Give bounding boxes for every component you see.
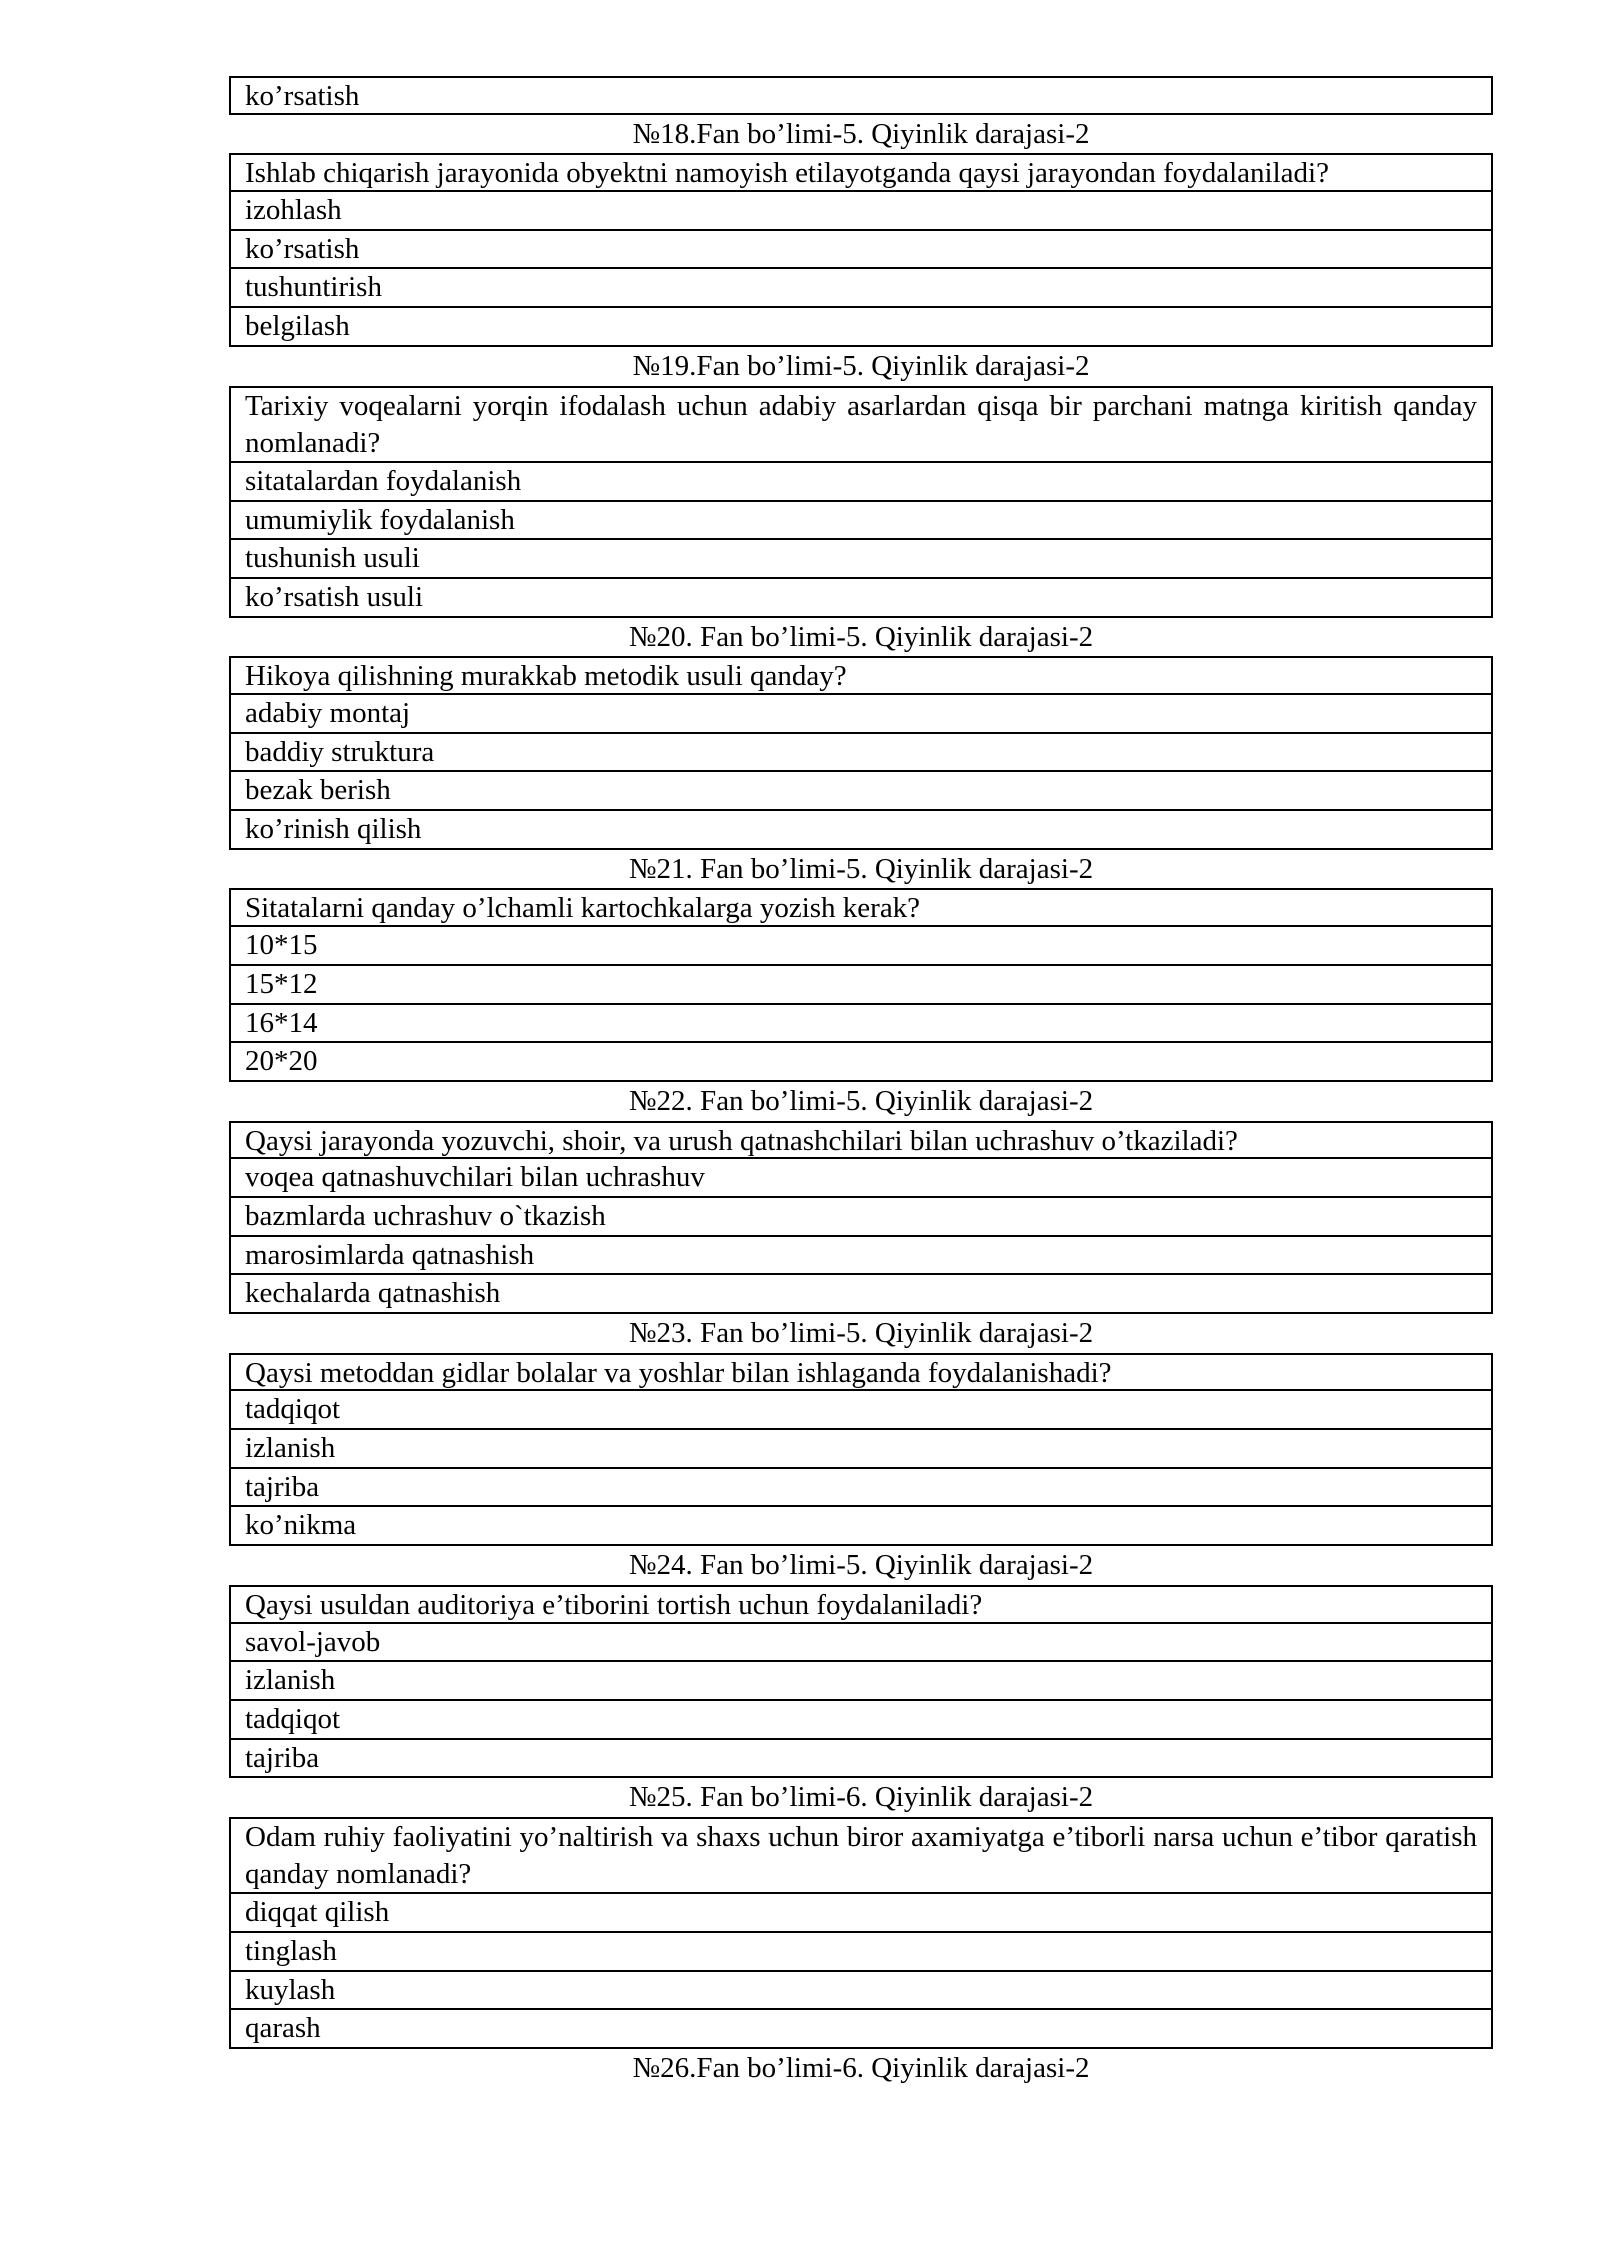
question-text: Sitatalarni qanday o’lchamli kartochkalarga yozish kerak? — [229, 888, 1493, 927]
question-block — [229, 618, 1493, 850]
answer-option: tushunish usuli — [229, 540, 1493, 579]
question-heading: №18.Fan bo’limi-5. Qiyinlik darajasi-2 — [632, 117, 1090, 150]
answer-option: tushuntirish — [229, 269, 1493, 308]
answer-option: qarash — [229, 2010, 1493, 2049]
answer-option: kechalarda qatnashish — [229, 1275, 1493, 1314]
answer-option: tajriba — [229, 1740, 1493, 1779]
question-heading-26: №26.Fan bo’limi-6. Qiyinlik darajasi-2 — [632, 2052, 1090, 2085]
answer-option: bazmlarda uchrashuv o`tkazish — [229, 1198, 1493, 1237]
answer-option: ko’rsatish — [229, 231, 1493, 270]
question-heading: №24. Fan bo’limi-5. Qiyinlik darajasi-2 — [628, 1549, 1094, 1582]
document-page — [229, 76, 1493, 2088]
answer-option: 16*14 — [229, 1005, 1493, 1044]
answer-option: tajriba — [229, 1469, 1493, 1508]
question-heading: №19.Fan bo’limi-5. Qiyinlik darajasi-2 — [632, 349, 1090, 382]
question-text: Qaysi jarayonda yozuvchi, shoir, va urush qatnashchilari bilan uchrashuv o’tkaziladi? — [229, 1121, 1493, 1160]
question-heading: №25. Fan bo’limi-6. Qiyinlik darajasi-2 — [628, 1781, 1094, 1814]
answer-option: belgilash — [229, 308, 1493, 347]
question-heading: №22. Fan bo’limi-5. Qiyinlik darajasi-2 — [628, 1084, 1094, 1117]
previous-answer-row: ko’rsatish — [229, 76, 1493, 115]
answer-option: baddiy struktura — [229, 734, 1493, 773]
answer-option: tadqiqot — [229, 1391, 1493, 1430]
answer-option: diqqat qilish — [229, 1894, 1493, 1933]
answer-option: 10*15 — [229, 927, 1493, 966]
question-text: Tarixiy voqealarni yorqin ifodalash uchun adabiy asarlardan qisqa bir parchani matnga kiritish qanday nomlanadi? — [229, 386, 1493, 463]
question-text: Ishlab chiqarish jarayonida obyektni namoyish etilayotganda qaysi jarayondan foydalaniladi? — [229, 153, 1493, 192]
answer-option: izlanish — [229, 1430, 1493, 1469]
question-text: Qaysi usuldan auditoriya e’tiborini tortish uchun foydalaniladi? — [229, 1585, 1493, 1624]
answer-option: ko’nikma — [229, 1507, 1493, 1546]
question-block — [229, 1082, 1493, 1314]
question-heading: №20. Fan bo’limi-5. Qiyinlik darajasi-2 — [628, 620, 1094, 653]
answer-option: 20*20 — [229, 1043, 1493, 1082]
question-block — [229, 1314, 1493, 1546]
question-heading: №23. Fan bo’limi-5. Qiyinlik darajasi-2 — [628, 1317, 1094, 1350]
question-block — [229, 115, 1493, 347]
question-text: Qaysi metoddan gidlar bolalar va yoshlar bilan ishlaganda foydalanishadi? — [229, 1353, 1493, 1392]
answer-option: tadqiqot — [229, 1701, 1493, 1740]
answer-option: savol-javob — [229, 1624, 1493, 1663]
answer-option: izlanish — [229, 1662, 1493, 1701]
question-block — [229, 1546, 1493, 1778]
answer-option: adabiy montaj — [229, 695, 1493, 734]
answer-option: 15*12 — [229, 966, 1493, 1005]
answer-option: umumiylik foydalanish — [229, 502, 1493, 541]
question-block — [229, 850, 1493, 1082]
answer-option: voqea qatnashuvchilari bilan uchrashuv — [229, 1159, 1493, 1198]
question-heading: №21. Fan bo’limi-5. Qiyinlik darajasi-2 — [628, 852, 1094, 885]
question-text: Odam ruhiy faoliyatini yo’naltirish va shaxs uchun biror axamiyatga e’tiborli narsa uchun e’tibor qaratish qanday nomlanadi? — [229, 1817, 1493, 1894]
question-text: Hikoya qilishning murakkab metodik usuli qanday? — [229, 656, 1493, 695]
answer-option: ko’rsatish usuli — [229, 579, 1493, 618]
answer-option: ko’rinish qilish — [229, 811, 1493, 850]
answer-option: sitatalardan foydalanish — [229, 463, 1493, 502]
answer-option: kuylash — [229, 1972, 1493, 2011]
answer-option: marosimlarda qatnashish — [229, 1237, 1493, 1276]
question-block — [229, 1778, 1493, 2049]
answer-option: bezak berish — [229, 772, 1493, 811]
question-list — [229, 115, 1493, 2049]
answer-option: izohlash — [229, 192, 1493, 231]
answer-option: tinglash — [229, 1933, 1493, 1972]
question-block — [229, 347, 1493, 618]
